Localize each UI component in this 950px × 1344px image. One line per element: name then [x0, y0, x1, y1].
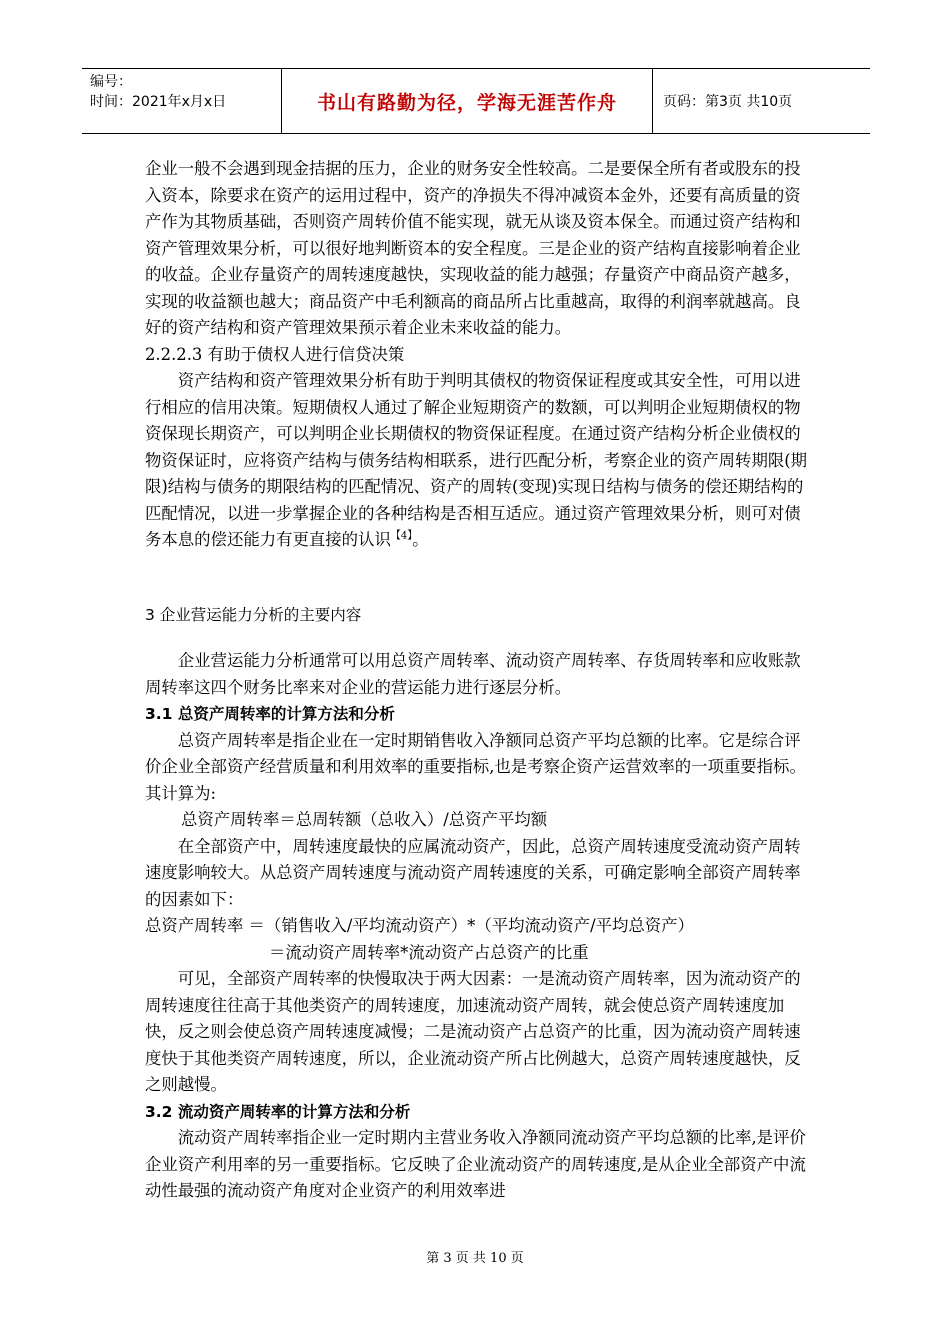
section-3-2-heading: 3.2 流动资产周转率的计算方法和分析: [145, 1102, 411, 1121]
formula-3: ＝流动资产周转率*流动资产占总资产的比重: [269, 942, 589, 962]
header-time-label: 时间：2021年x月x日: [90, 94, 227, 110]
section-3-heading: 3 企业营运能力分析的主要内容: [145, 605, 362, 624]
paragraph-3: 企业营运能力分析通常可以用总资产周转率、流动资产周转率、存货周转率和应收账款周转率这四个财务比率来对企业的营运能力进行逐层分析。: [145, 651, 801, 697]
formula-1: 总资产周转率＝总周转额（总收入）/总资产平均额: [181, 810, 548, 829]
subsection-heading-2223: 2.2.2.3 有助于债权人进行信贷决策: [145, 344, 405, 364]
section-3-1-heading: 3.1 总资产周转率的计算方法和分析: [145, 705, 395, 723]
header-number-label: 编号：: [90, 74, 132, 90]
paragraph-6: 可见，全部资产周转率的快慢取决于两大因素：一是流动资产周转率，因为流动资产的周转速度往往高于其他类资产的周转速度，加速流动资产周转，就会使总资产周转速度加快，反之则会使总资产周转速度减慢；二是流动资产占总资产的比重，因为流动资产周转速度快于其他类资产周转速度，所以，企业流动资产所占比例越大，总资产周转速度越快，反之则越慢。: [145, 969, 801, 1094]
paragraph-2-text: 资产结构和资产管理效果分析有助于判明其债权的物资保证程度或其安全性，可用以进行相应的信用决策。短期债权人通过了解企业短期资产的数额，可以判明企业短期债权的物资保现长期资产，可以判明企业长期债权的物资保证程度。在通过资产结构分析企业债权的物资保证时，应将资产结构与债务结构相联系，进行匹配分析，考察企业的资产周转期限(期限)结构与债务的期限结构的匹配情况、资产的周转(变现)实现日结构与债务的偿还期结构的匹配情况，以进一步掌握企业的各种结构是否相互适应。通过资产管理效果分析，则可对债务本息的偿还能力有更直接的认识: [145, 371, 808, 549]
header-meta: [82, 69, 282, 133]
paragraph-4: 总资产周转率是指企业在一定时期销售收入净额同总资产平均总额的比率。它是综合评价企业全部资产经营质量和利用效率的重要指标,也是考察企资产运营效率的一项重要指标。其计算为:: [145, 730, 806, 803]
citation-ref: 【4】: [390, 530, 413, 542]
paragraph-1: 企业一般不会遇到现金拮据的压力，企业的财务安全性较高。二是要保全所有者或股东的投入资本，除要求在资产的运用过程中，资产的净损失不得冲减资本金外，还要有高质量的资产作为其物质基础，否则资产周转价值不能实现，就无从谈及资本保全。而通过资产结构和资产管理效果分析，可以很好地判断资本的安全程度。三是企业的资产结构直接影响着企业的收益。企业存量资产的周转速度越快，实现收益的能力越强；存量资产中商品资产越多，实现的收益额也越大；商品资产中毛利额高的商品所占比重越高，取得的利润率就越高。良好的资产结构和资产管理效果预示着企业未来收益的能力。: [145, 159, 801, 337]
page-header: [82, 68, 870, 134]
page-footer: 第 3 页 共 10 页: [426, 1251, 524, 1266]
paragraph-7: 流动资产周转率指企业一定时期内主营业务收入净额同流动资产平均总额的比率,是评价企业资产利用率的另一重要指标。它反映了企业流动资产的周转速度,是从企业全部资产中流动性最强的流动资产角度对企业资产的利用效率进: [145, 1128, 806, 1200]
formula-2: 总资产周转率 ＝（销售收入/平均流动资产）*（平均流动资产/平均总资产）: [145, 916, 694, 935]
paragraph-2: [145, 368, 815, 554]
paragraph-2-end: 。: [412, 530, 429, 549]
paragraph-5: 在全部资产中，周转速度最快的应属流动资产，因此，总资产周转速度受流动资产周转速度影响较大。从总资产周转速度与流动资产周转速度的关系，可确定影响全部资产周转率的因素如下：: [145, 836, 801, 909]
document-body: [145, 156, 815, 1205]
header-page-info: 页码：第3页 共10页: [663, 94, 793, 110]
header-motto: 书山有路勤为径，学海无涯苦作舟: [282, 69, 653, 133]
